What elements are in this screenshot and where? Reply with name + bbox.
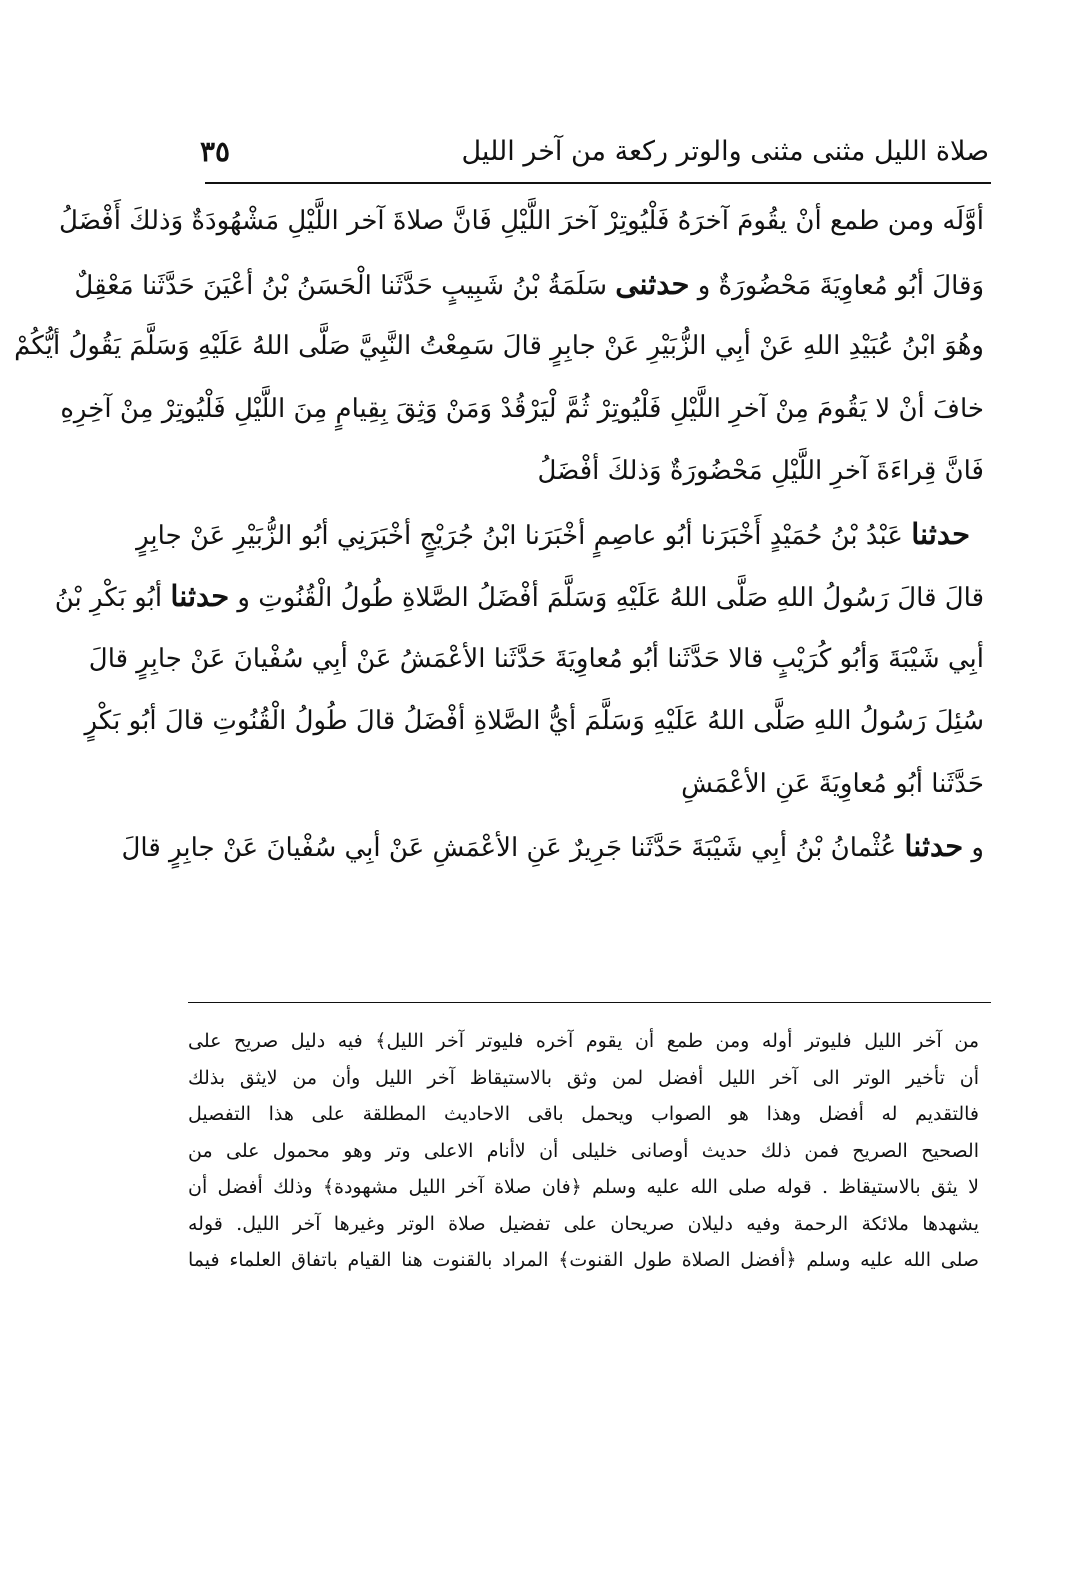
narration-keyword: حدثنا bbox=[170, 579, 230, 613]
footnote-line: فالتقديم له أفضل وهذا هو الصواب ويحمل باقى الاحاديث المطلقة على هذا التفصيل bbox=[188, 1103, 979, 1125]
text-segment: أبُو بَكْرِ بْنُ bbox=[54, 583, 171, 613]
text-segment: وهُوَ ابْنُ عُبَيْدِ اللهِ عَنْ أبِي الزُّبَيْرِ عَنْ جابِرٍ قالَ سَمِعْتُ النَّبِيَّ صَلَّى اللهُ عَلَيْهِ وَسَلَّمَ يَقُولُ أيُّكُمْ bbox=[14, 331, 984, 361]
header-rule bbox=[205, 182, 991, 184]
text-line bbox=[88, 628, 984, 691]
text-segment: خافَ أنْ لا يَقُومَ مِنْ آخرِ اللَّيْلِ فَلْيُوتِرْ ثُمَّ لْيَرْقُدْ وَمَنْ وَثِقَ بِقِيامٍ مِنَ اللَّيْلِ فَلْيُوتِرْ مِنْ آخِرِهِ bbox=[60, 393, 984, 424]
text-segment: عُثْمانُ بْنُ أبِي شَيْبَةَ حَدَّثَنا جَرِيرٌ عَنِ الأعْمَشِ عَنْ أبِي سُفْيانَ عَنْ جابِرٍ قالَ bbox=[121, 833, 905, 863]
narration-keyword: حدثنى bbox=[615, 266, 690, 301]
footnote-line: يشهدها ملائكة الرحمة وفيه دليلان صريحان على تفضيل صلاة الوتر وغيرها آخر الليل. قوله bbox=[188, 1212, 979, 1235]
footnote-line: صلى الله عليه وسلم ﴿أفضل الصلاة طول القنوت﴾ المراد بالقنوت هنا القيام باتفاق العلماء فيما bbox=[188, 1249, 979, 1271]
page-header bbox=[200, 128, 989, 174]
text-segment: و bbox=[963, 833, 984, 863]
text-line bbox=[121, 815, 984, 878]
text-line bbox=[14, 315, 984, 378]
running-title: صلاة الليل مثنى مثنى والوتر ركعة من آخر الليل bbox=[461, 135, 989, 167]
text-line bbox=[205, 753, 984, 816]
narration-keyword: حدثنا bbox=[904, 829, 964, 863]
footnote-line: أن تأخير الوتر الى آخر الليل أفضل لمن وثق بالاستيقاظ آخر الليل وأن من لايثق بذلك bbox=[188, 1066, 979, 1089]
text-segment: وَقالَ أبُو مُعاوِيَةَ مَحْضُورَةٌ و bbox=[689, 270, 984, 301]
text-line bbox=[59, 190, 984, 253]
text-segment: عَبْدُ بْنُ حُمَيْدٍ أَخْبَرَنا أبُو عاصِمٍ أخْبَرَنا ابْنُ جُرَيْجٍ أخْبَرَنِي أبُو الزُّبَيْرِ عَنْ جابِرٍ bbox=[136, 520, 912, 551]
hadith-text bbox=[14, 190, 984, 878]
footnote-rule bbox=[188, 1002, 991, 1003]
footnote-line: الصحيح الصريح فمن ذلك حديث أوصانى خليلى أن لاأنام الاعلى وتر وهو محمول على من bbox=[188, 1139, 979, 1162]
commentary-footnote bbox=[188, 1023, 979, 1279]
text-line bbox=[136, 503, 984, 566]
text-line bbox=[74, 253, 984, 316]
text-segment: أوَّلَه ومن طمع أنْ يقُومَ آخرَهُ فَلْيُوتِرْ آخرَ اللَّيْلِ فَانَّ صلاةَ آخر اللَّيْلِ مَشْهُودَةٌ وَذلكَ أَفْضَلُ bbox=[59, 206, 984, 236]
narration-keyword: حدثنا bbox=[911, 516, 970, 551]
text-segment: فَانَّ قِراءَةَ آخرِ اللَّيْلِ مَحْضُورَةٌ وَذلكَ أفْضَلُ bbox=[537, 456, 984, 486]
text-segment: أبِي شَيْبَةَ وَأبُو كُرَيْبٍ قالا حَدَّثَنا أبُو مُعاوِيَةَ حَدَّثَنا الأعْمَشُ عَنْ أبِي سُفْيانَ عَنْ جابِرٍ قالَ bbox=[88, 643, 984, 674]
text-segment: سُئِلَ رَسُولُ اللهِ صَلَّى اللهُ عَلَيْهِ وَسَلَّمَ أيُّ الصَّلاةِ أفْضَلُ قالَ طُولُ الْقُنُوتِ قالَ أبُو بَكْرٍ bbox=[84, 706, 984, 736]
footnote-line: من آخر الليل فليوتر أوله ومن طمع أن يقوم آخره فليوتر آخر الليل﴾ فيه دليل صريح على bbox=[188, 1030, 979, 1052]
text-line bbox=[60, 378, 984, 441]
text-line bbox=[84, 690, 984, 753]
text-segment: سَلَمَةُ بْنُ شَبِيبٍ حَدَّثَنا الْحَسَنُ بْنُ أعْيَنَ حَدَّثَنا مَعْقِلٌ bbox=[74, 270, 616, 301]
text-line bbox=[54, 565, 984, 628]
footnote-line: لا يثق بالاستيقاظ . قوله صلى الله عليه وسلم ﴿فان صلاة آخر الليل مشهودة﴾ وذلك أفضل أن bbox=[188, 1176, 979, 1198]
page-number: ٣٥ bbox=[200, 134, 231, 168]
text-segment: قالَ قالَ رَسُولُ اللهِ صَلَّى اللهُ عَلَيْهِ وَسَلَّمَ أفْضَلُ الصَّلاةِ طُولُ الْقُنُوتِ و bbox=[229, 583, 984, 613]
text-line bbox=[205, 440, 984, 503]
text-segment: حَدَّثَنا أبُو مُعاوِيَةَ عَنِ الأعْمَشِ bbox=[681, 768, 984, 799]
